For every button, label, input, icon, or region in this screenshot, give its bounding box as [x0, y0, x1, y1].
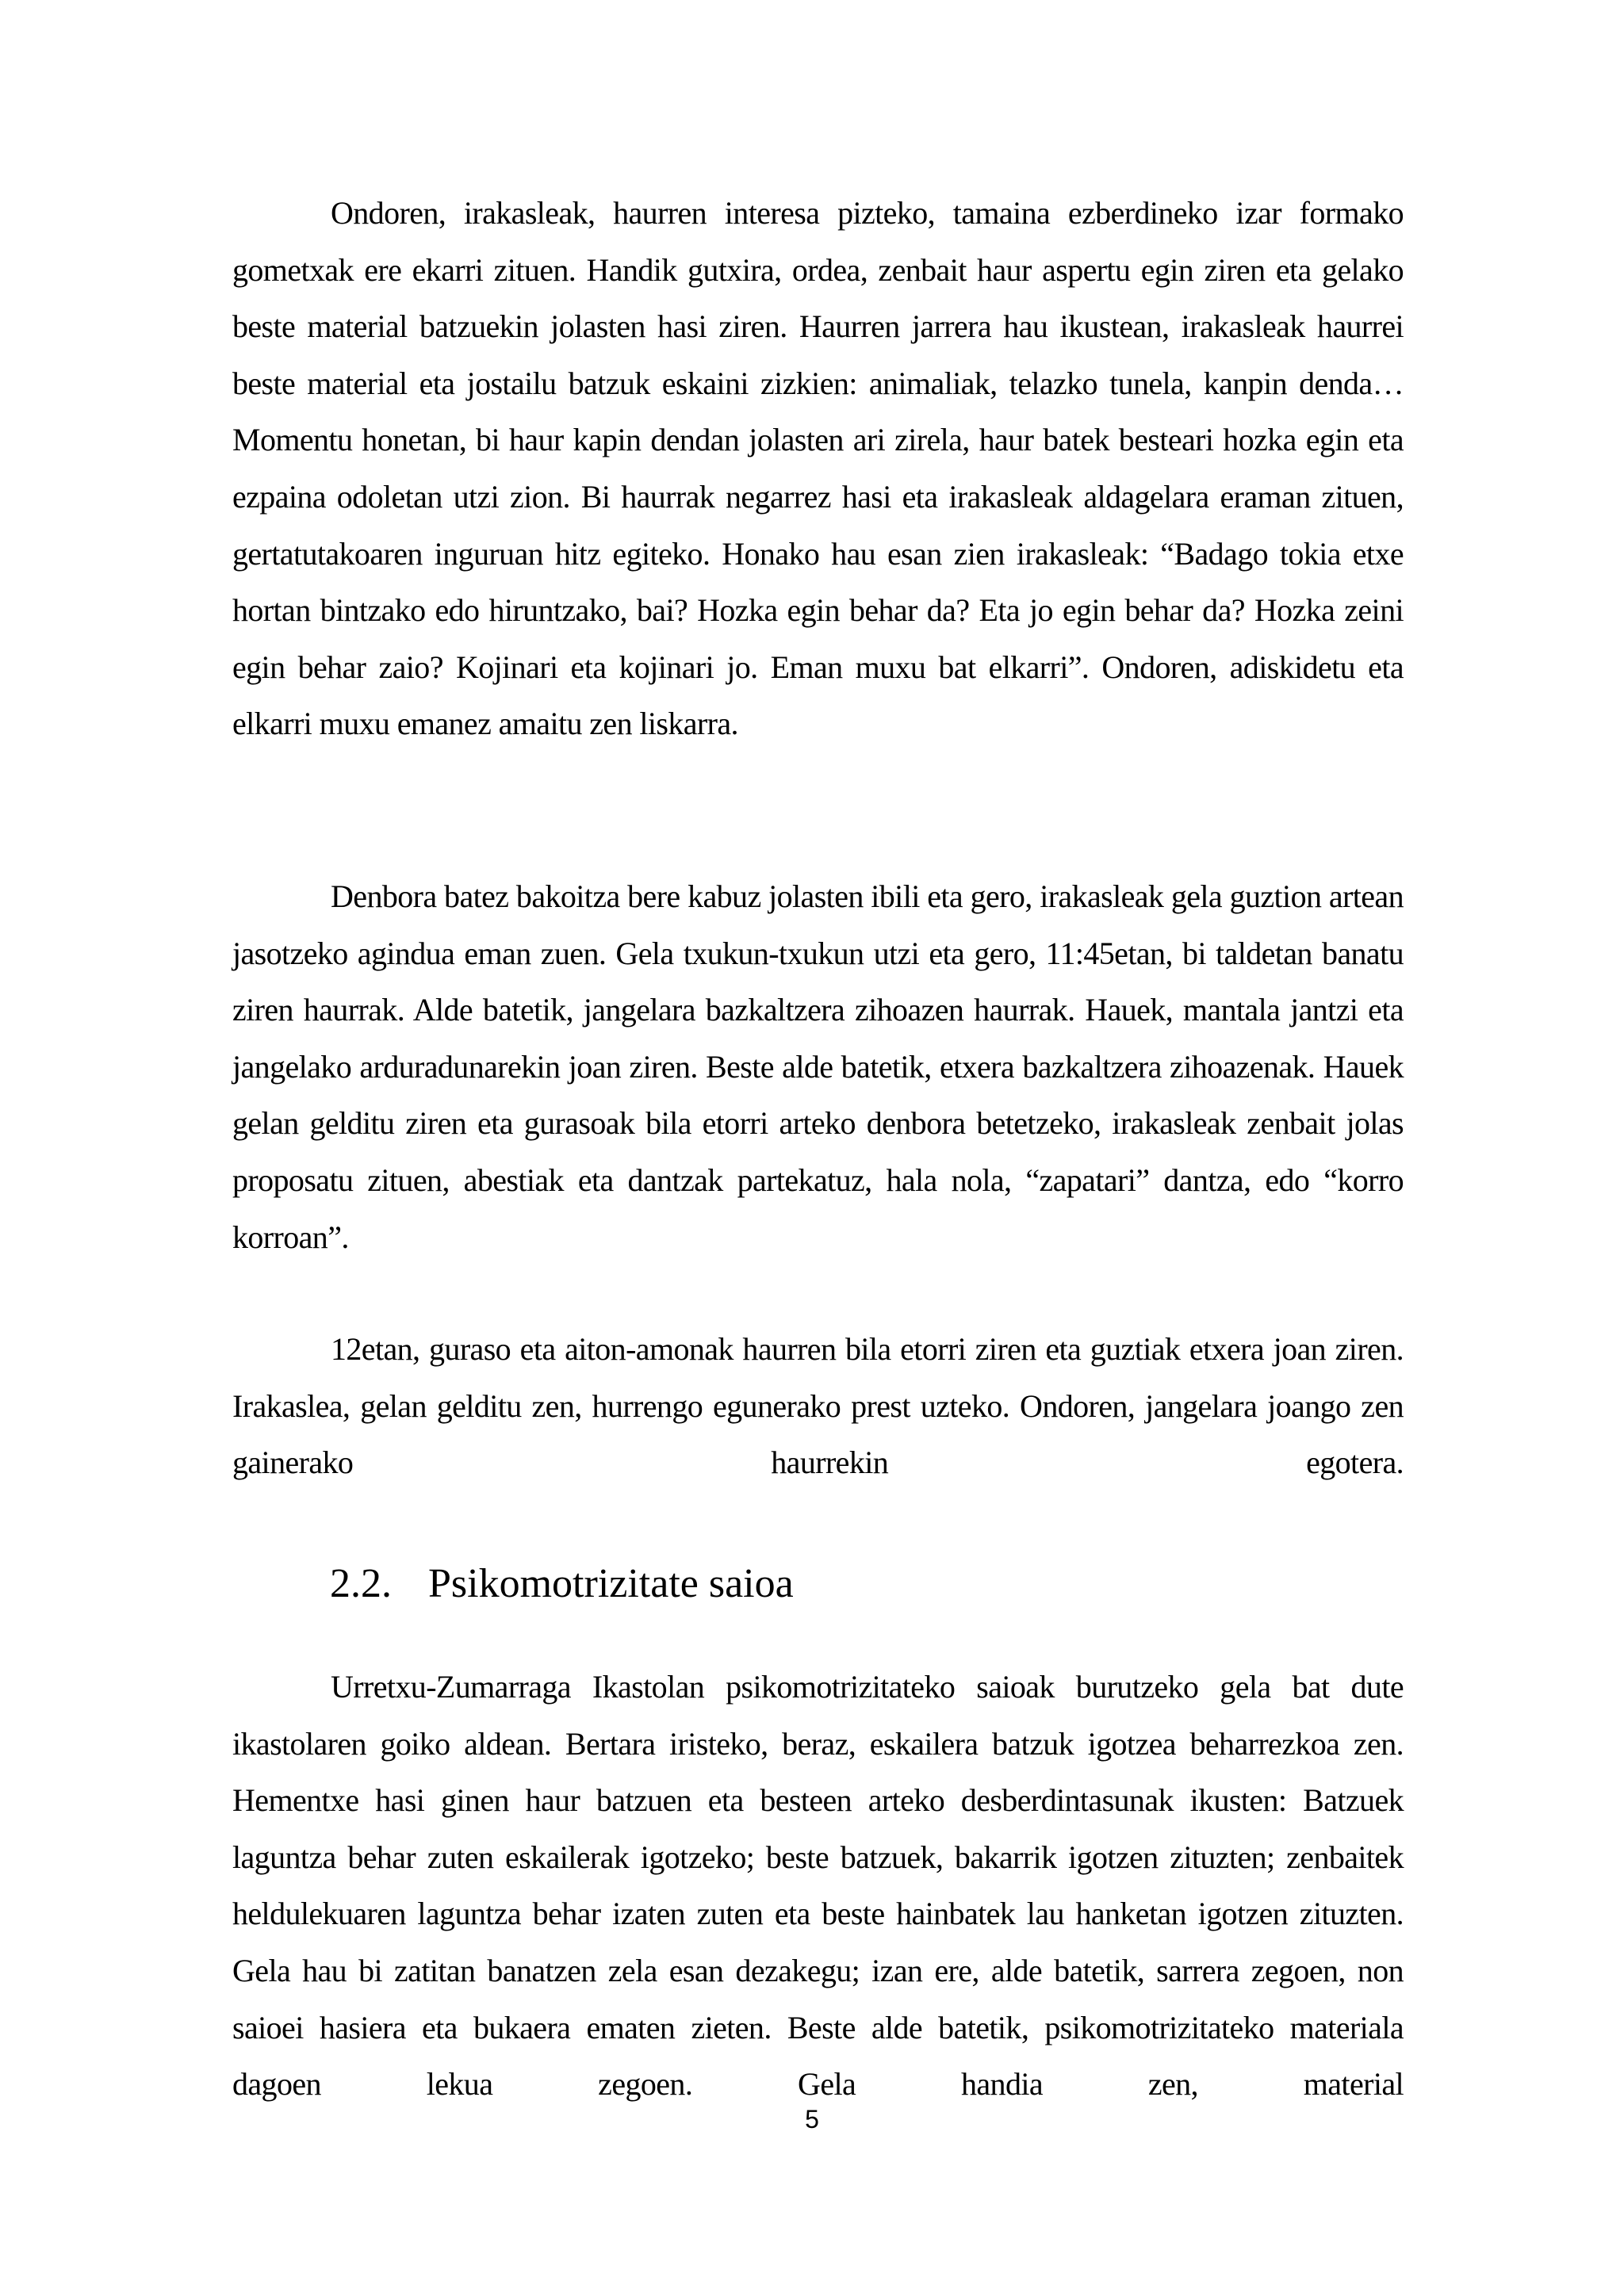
section-title: Psikomotrizitate saioa	[428, 1561, 794, 1606]
paragraph-pickup: 12etan, guraso eta aiton-amonak haurren bila etorri ziren eta guztiak etxera joan ziren. Irakaslea, gelan gelditu zen, hurrengo egunerako prest uzteko. Ondoren, jangelara joango zen gainerako haurrekin egotera.	[232, 1331, 1404, 1481]
paragraph-toy-conflict: Ondoren, irakasleak, haurren interesa pizteko, tamaina ezberdineko izar formako gometxak ere ekarri zituen. Handik gutxira, ordea, zenbait haur aspertu egin ziren eta gelako beste material batzuekin jolasten hasi ziren. Haurren jarrera hau ikustean, irakasleak haurrei beste material eta jostailu batzuk eskaini zizkien: animaliak, telazko tunela, kanpin denda… Momentu honetan, bi haur kapin dendan jolasten ari zirela, haur batek besteari hozka egin eta ezpaina odoletan utzi zion. Bi haurrak negarrez hasi eta irakasleak aldagelara eraman zituen, gertatutakoaren inguruan hitz egiteko. Honako hau esan zien irakasleak: “Badago tokia etxe hortan bintzako edo hiruntzako, bai? Hozka egin behar da? Eta jo egin behar da? Hozka zeini egin behar zaio? Kojinari eta kojinari jo. Eman muxu bat elkarri”. Ondoren, adiskidetu eta elkarri muxu emanez amaitu zen liskarra.	[232, 195, 1404, 742]
page-number: 5	[805, 2105, 819, 2133]
paragraph-psychomotor-room: Urretxu-Zumarraga Ikastolan psikomotrizitateko saioak burutzeko gela bat dute ikastolaren goiko aldean. Bertara iristeko, beraz, eskailera batzuk igotzea beharrezkoa zen. Hementxe hasi ginen haur batzuen eta besteen arteko desberdintasunak ikusten: Batzuek laguntza behar zuten eskailerak igotzeko; beste batzuek, bakarrik igotzen zituzten; zenbaitek heldulekuaren laguntza behar izaten zuten eta beste hainbatek lau hanketan igotzen zituzten. Gela hau bi zatitan banatzen zela esan dezakegu; izan ere, alde batetik, sarrera zegoen, non saioei hasiera eta bukaera ematen zieten. Beste alde batetik, psikomotrizitateko materiala dagoen lekua zegoen. Gela handia zen, material	[232, 1669, 1404, 2103]
section-heading	[330, 1556, 794, 1612]
paragraph-lunch-split: Denbora batez bakoitza bere kabuz jolasten ibili eta gero, irakasleak gela guztion artean jasotzeko agindua eman zuen. Gela txukun-txukun utzi eta gero, 11:45etan, bi taldetan banatu ziren haurrak. Alde batetik, jangelara bazkaltzera zihoazen haurrak. Hauek, mantala jantzi eta jangelako arduradunarekin joan ziren. Beste alde batetik, etxera bazkaltzera zihoazenak. Hauek gelan gelditu ziren eta gurasoak bila etorri arteko denbora betetzeko, irakasleak zenbait jolas proposatu zituen, abestiak eta dantzak partekatuz, hala nola, “zapatari” dantza, edo “korro korroan”.	[232, 878, 1404, 1255]
section-number: 2.2.	[330, 1561, 392, 1606]
